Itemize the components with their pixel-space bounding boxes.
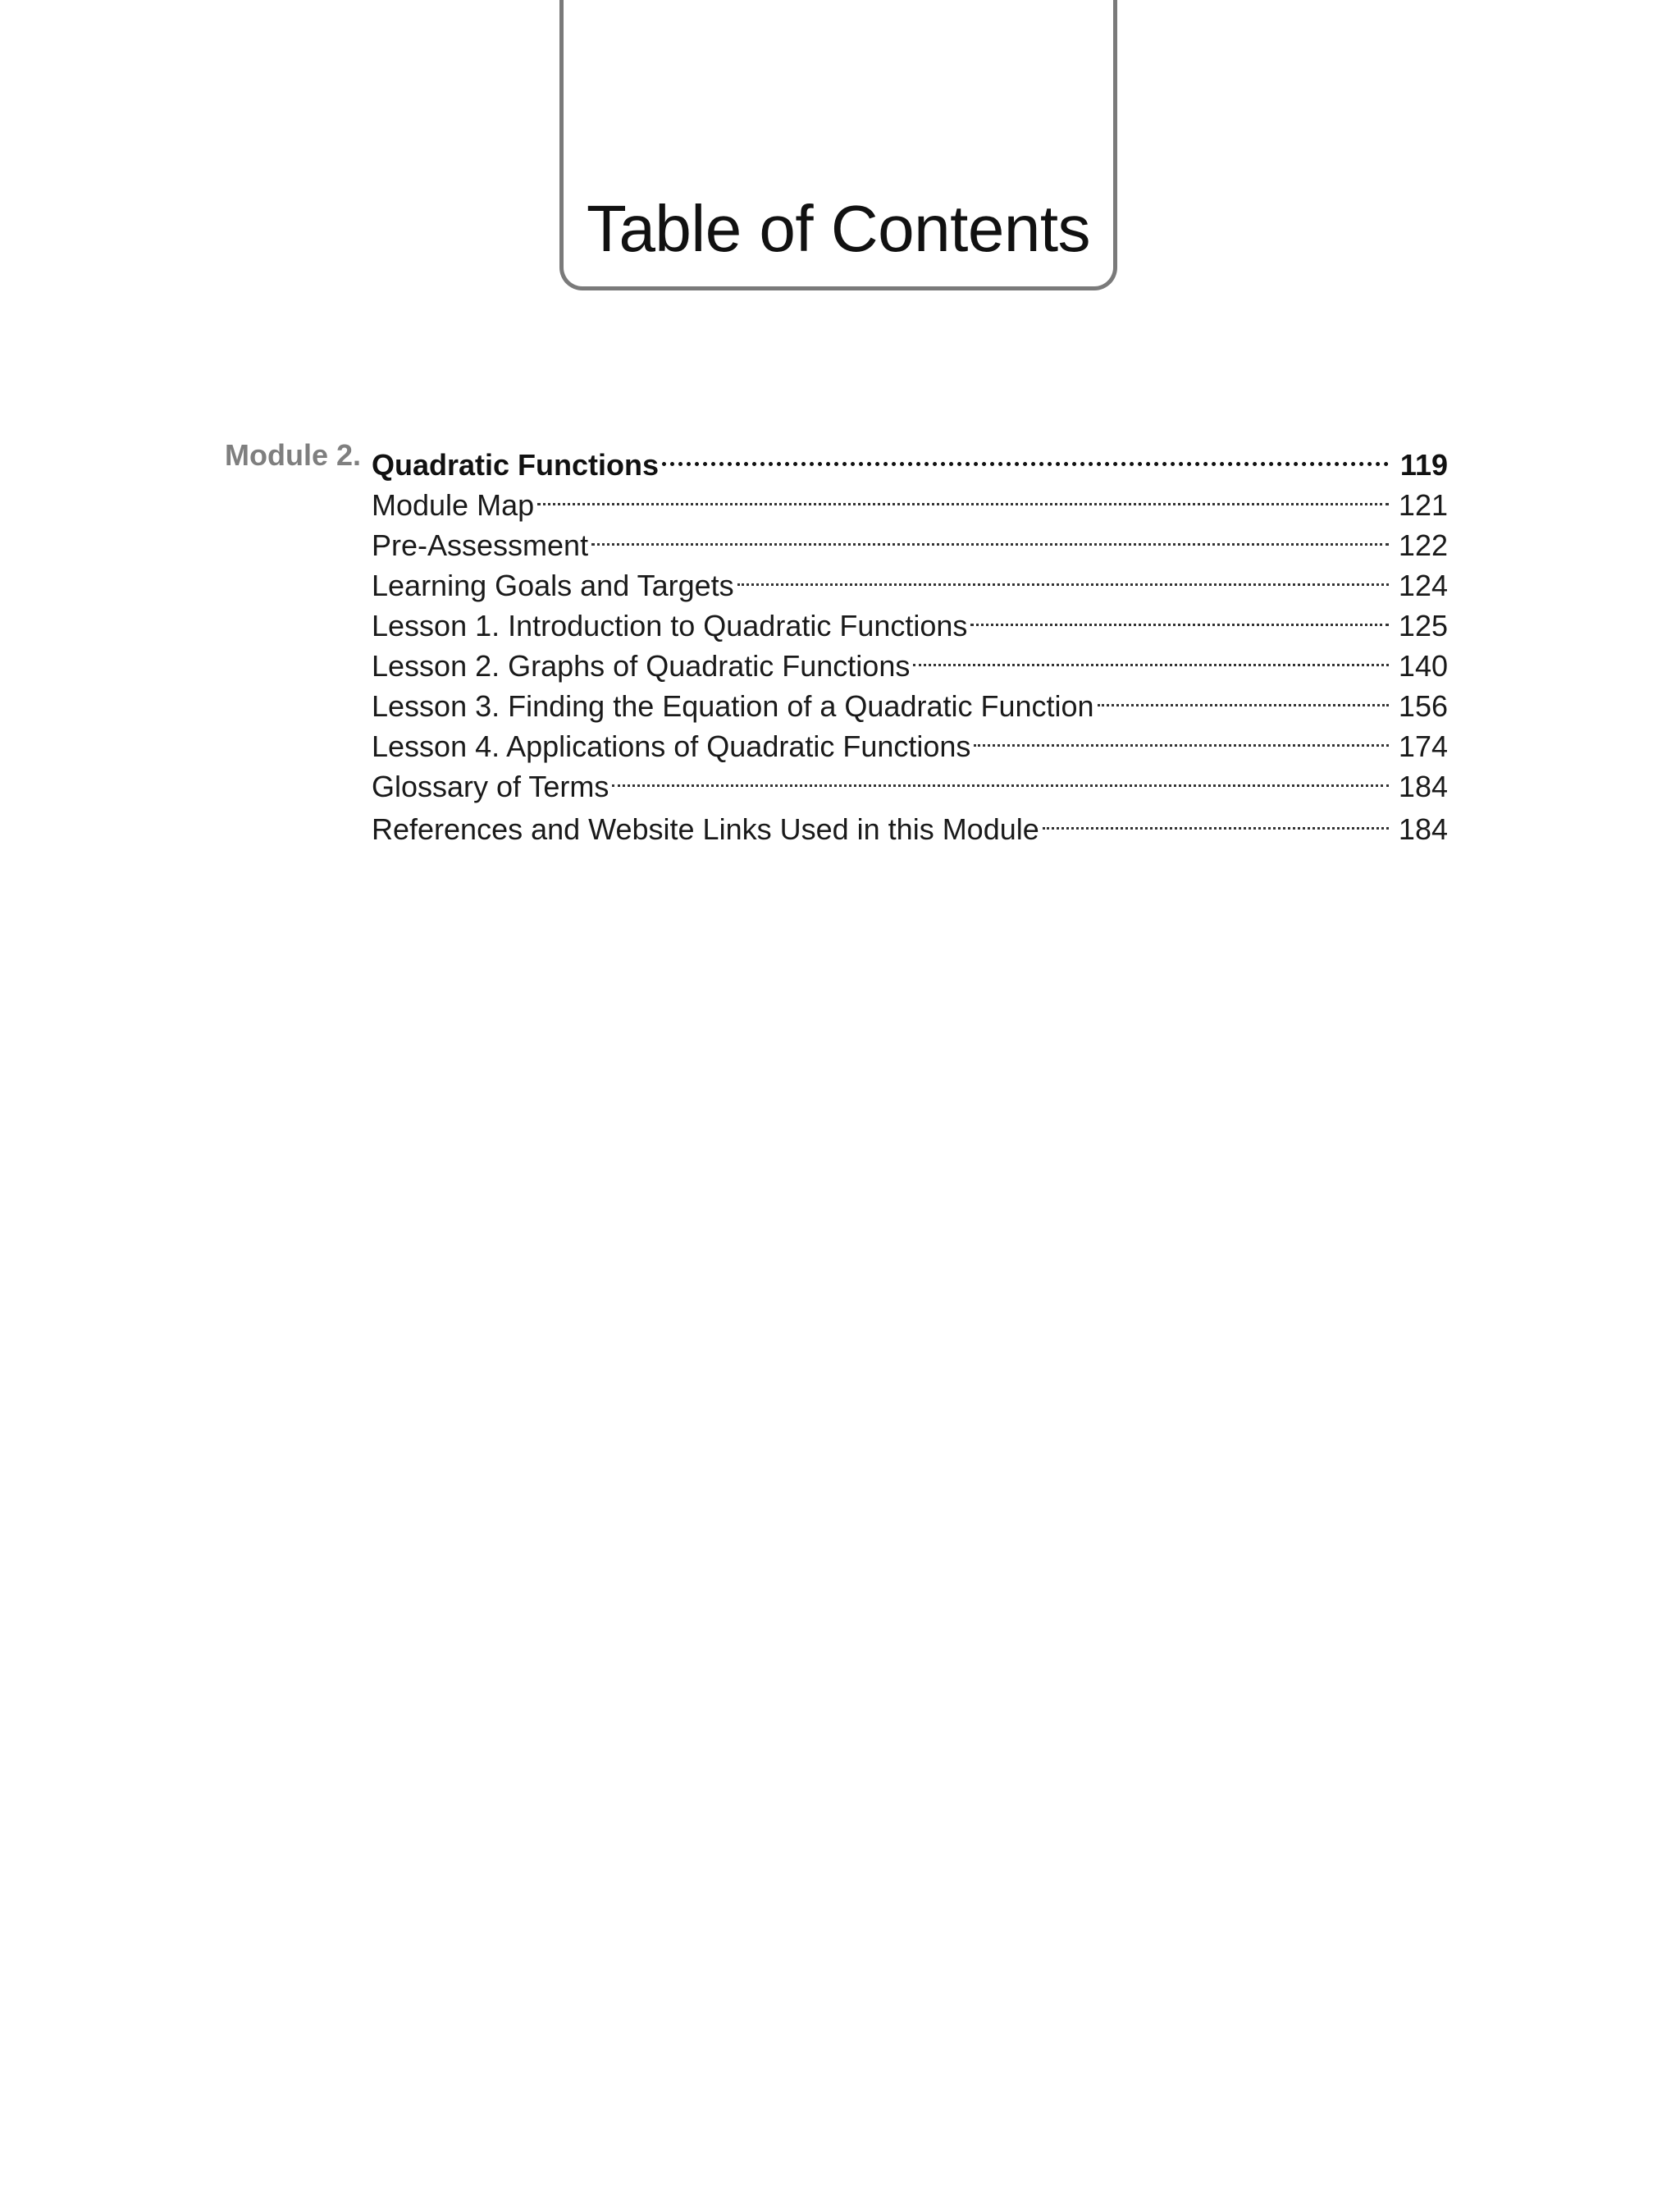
dot-leader (537, 475, 1389, 515)
dot-leader (970, 596, 1389, 636)
toc-entry[interactable] (372, 757, 1448, 803)
toc-entry-title: Pre-Assessment (372, 528, 589, 562)
dot-leader (591, 515, 1389, 556)
toc-module-heading[interactable] (372, 435, 1448, 482)
dot-leader (1098, 676, 1389, 716)
toc-page-number: 124 (1398, 569, 1448, 602)
toc-page-number: 174 (1398, 729, 1448, 763)
toc-entry[interactable] (372, 475, 1448, 522)
toc-entry-title: Lesson 2. Graphs of Quadratic Functions (372, 649, 911, 683)
dot-leader (662, 435, 1389, 475)
toc-page-number: 125 (1398, 609, 1448, 642)
toc-entry-title: Lesson 1. Introduction to Quadratic Functions (372, 609, 968, 642)
toc-entry[interactable] (372, 636, 1448, 683)
dot-leader (974, 716, 1389, 757)
toc-entry[interactable] (372, 676, 1448, 723)
dot-leader (612, 757, 1389, 797)
toc-page-number: 184 (1398, 812, 1448, 846)
title-tab (559, 0, 1117, 290)
toc-entry-title: Lesson 3. Finding the Equation of a Quadratic Function (372, 689, 1094, 723)
dot-leader (737, 556, 1389, 596)
toc-entry[interactable] (372, 556, 1448, 602)
toc-entry-title: Glossary of Terms (372, 770, 609, 803)
toc-entry[interactable] (372, 515, 1448, 562)
toc-entry-title: Quadratic Functions (372, 448, 660, 482)
toc-page-number: 121 (1398, 488, 1448, 522)
toc-entry[interactable] (372, 799, 1448, 846)
toc-entry-title: Module Map (372, 488, 535, 522)
toc-page-number: 184 (1398, 770, 1448, 803)
toc-page-number: 122 (1398, 528, 1448, 562)
dot-leader (913, 636, 1389, 676)
toc-page-number: 119 (1399, 448, 1448, 482)
module-label: Module 2. (225, 438, 362, 472)
toc-entry-title: References and Website Links Used in this Module (372, 812, 1039, 846)
dot-leader (1043, 799, 1389, 839)
page-title: Table of Contents (586, 192, 1091, 265)
toc-page-number: 156 (1398, 689, 1448, 723)
toc-entry-title: Lesson 4. Applications of Quadratic Functions (372, 729, 971, 763)
toc-entry-title: Learning Goals and Targets (372, 569, 734, 602)
toc-entry[interactable] (372, 716, 1448, 763)
toc-entry[interactable] (372, 596, 1448, 642)
toc-page-number: 140 (1398, 649, 1448, 683)
